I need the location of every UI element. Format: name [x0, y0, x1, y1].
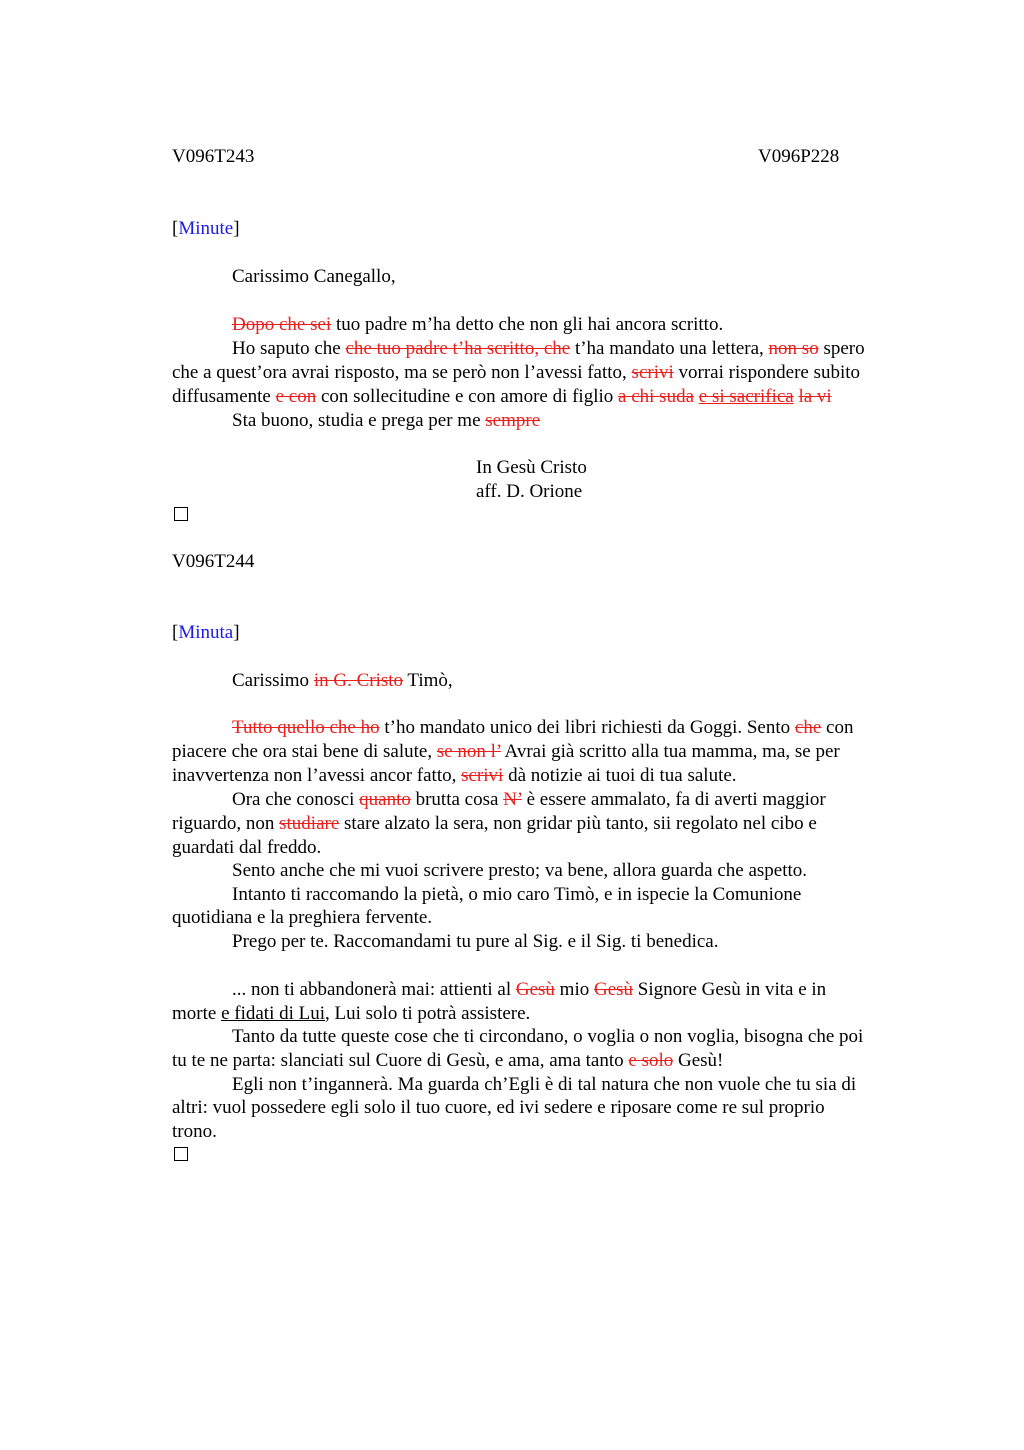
letter2-paragraph-line: quotidiana e la preghiera fervente. — [172, 907, 433, 928]
signature-line: aff. D. Orione — [476, 481, 583, 502]
letter2-paragraph-line: Intanto ti raccomando la pietà, o mio caro Timò, e in ispecie la Comunione — [232, 884, 802, 905]
letter2-salutation: Carissimo in G. Cristo Timò, — [232, 670, 453, 691]
minute-label: Minute — [178, 218, 234, 239]
letter2-paragraph-line: altri: vuol possedere egli solo il tuo cuore, ed ivi sedere e riposare come re sul proprio — [172, 1097, 825, 1118]
letter2-paragraph-line: morte e fidati di Lui, Lui solo ti potrà assistere. — [172, 1003, 531, 1024]
minuta-label: Minuta — [178, 622, 234, 643]
letter2-paragraph-line: Prego per te. Raccomandami tu pure al Sig. e il Sig. ti benedica. — [232, 931, 719, 952]
letter2-paragraph-line: Tutto quello che ho t’ho mandato unico dei libri richiesti da Goggi. Sento che con — [232, 717, 854, 738]
letter2-paragraph-line: Sento anche che mi vuoi scrivere presto; va bene, allora guarda che aspetto. — [232, 860, 808, 881]
letter1-salutation: Carissimo Canegallo, — [232, 266, 396, 287]
end-marker-box — [174, 1147, 188, 1161]
letter2-paragraph-line: riguardo, non studiare stare alzato la sera, non gridar più tanto, sii regolato nel cibo e — [172, 813, 817, 834]
end-marker-box — [174, 507, 188, 521]
letter2-paragraph-line: trono. — [172, 1121, 217, 1142]
letter2-paragraph-line: inavvertenza non l’avessi ancor fatto, scrivi dà notizie ai tuoi di tua salute. — [172, 765, 737, 786]
letter2-paragraph-line: Tanto da tutte queste cose che ti circondano, o voglia o non voglia, bisogna che poi — [232, 1026, 864, 1047]
closing-line: In Gesù Cristo — [476, 457, 587, 478]
letter2-paragraph-line: tu te ne parta: slanciati sul Cuore di Gesù, e ama, ama tanto e solo Gesù! — [172, 1050, 724, 1071]
letter1-paragraph-line: Ho saputo che che tuo padre t’ha scritto, che t’ha mandato una lettera, non so spero — [232, 338, 865, 359]
letter1-label: [Minute] — [172, 218, 240, 239]
letter2-paragraph-line: piacere che ora stai bene di salute, se non l’ Avrai già scritto alla tua mamma, ma, se per — [172, 741, 840, 762]
document-code: V096T243 — [172, 146, 255, 167]
letter2-paragraph-line: Egli non t’ingannerà. Ma guarda ch’Egli è di tal natura che non vuole che tu sia di — [232, 1074, 857, 1095]
letter1-paragraph-line: che a quest’ora avrai risposto, ma se però non l’avessi fatto, scrivi vorrai rispondere subito — [172, 362, 861, 383]
letter1-paragraph-line: Dopo che sei tuo padre m’ha detto che non gli hai ancora scritto. — [232, 314, 724, 335]
letter2-paragraph-line: Ora che conosci quanto brutta cosa N’ è essere ammalato, fa di averti maggior — [232, 789, 826, 810]
document-code: V096T244 — [172, 551, 255, 572]
page-code: V096P228 — [758, 146, 840, 167]
letter1-paragraph-line: diffusamente e con con sollecitudine e con amore di figlio a chi suda e si sacrifica la vi — [172, 386, 832, 407]
letter2-label: [Minuta] — [172, 622, 240, 643]
letter2-paragraph-line: ... non ti abbandonerà mai: attienti al Gesù mio Gesù Signore Gesù in vita e in — [232, 979, 827, 1000]
letter2-paragraph-line: guardati dal freddo. — [172, 837, 322, 858]
letter1-paragraph-line: Sta buono, studia e prega per me sempre — [232, 410, 541, 431]
